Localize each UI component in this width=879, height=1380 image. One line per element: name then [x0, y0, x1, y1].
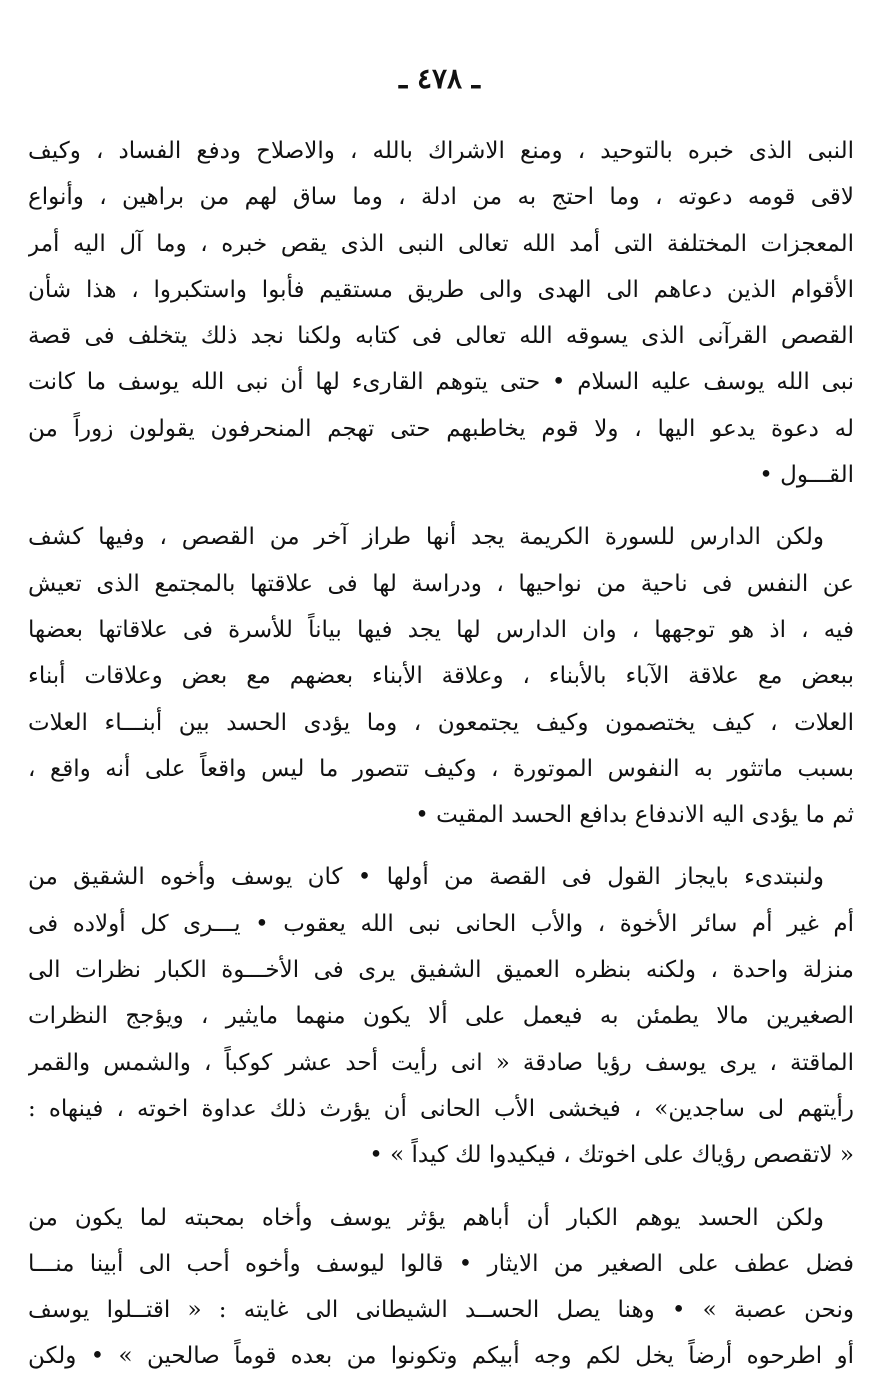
text-line: لاقى قومه دعوته ، وما احتج به من ادلة ، وما ساق لهم من براهين ، وأنواع: [28, 184, 854, 211]
paragraph-4: [28, 1195, 854, 1380]
paragraph-1: [28, 128, 854, 498]
text-line: « لاتقصص رؤياك على اخوتك ، فيكيدوا لك كيداً » •: [369, 1142, 854, 1169]
page-number: ـ ٤٧٨ ـ: [398, 62, 481, 95]
text-line: فيه ، اذ هو توجهها ، وان الدارس لها يجد فيها بياناً للأسرة فى علاقاتها بعضها: [28, 616, 854, 643]
text-line: أو اطرحوه أرضاً يخل لكم وجه أبيكم وتكونوا من بعده قوماً صالحين » • ولكن: [28, 1343, 854, 1370]
text-line: ببعض مع علاقة الآباء بالأبناء ، وعلاقة الأبناء بعضهم مع بعض وعلاقات أبناء: [28, 663, 854, 690]
paragraph-3: [28, 854, 854, 1178]
text-line: ولكن الدارس للسورة الكريمة يجد أنها طراز آخر من القصص ، وفيها كشف: [28, 524, 824, 551]
text-line: القـــول •: [759, 462, 854, 489]
text-line: ولنبتدىء بايجاز القول فى القصة من أولها • كان يوسف وأخوه الشقيق من: [28, 864, 824, 891]
text-body: [28, 128, 854, 1380]
paragraph-2: [28, 514, 854, 838]
text-line: ثم ما يؤدى اليه الاندفاع بدافع الحسد المقيت •: [415, 802, 854, 829]
text-line: أم غير أم سائر الأخوة ، والأب الحانى نبى الله يعقوب • يـــرى كل أولاده فى: [28, 910, 854, 937]
text-line: بسبب ماتثور به النفوس الموتورة ، وكيف تتصور ما ليس واقعاً على أنه واقع ،: [28, 755, 854, 782]
text-line: ولكن الحسد يوهم الكبار أن أباهم يؤثر يوسف وأخاه بمحبته لما يكون من: [28, 1204, 824, 1231]
text-line: ونحن عصبة » • وهنا يصل الحســد الشيطانى الى غايته : « اقتــلوا يوسف: [28, 1297, 854, 1324]
text-line: له دعوة يدعو اليها ، ولا قوم يخاطبهم حتى تهجم المنحرفون يقولون زوراً من: [28, 415, 854, 442]
text-line: الأقوام الذين دعاهم الى الهدى والى طريق مستقيم فأبوا واستكبروا ، هذا شأن: [28, 276, 854, 303]
text-line: رأيتهم لى ساجدين» ، فيخشى الأب الحانى أن يؤرث ذلك عداوة اخوته ، فينهاه :: [28, 1095, 854, 1122]
text-line: النبى الذى خبره بالتوحيد ، ومنع الاشراك بالله ، والاصلاح ودفع الفساد ، وكيف: [28, 138, 854, 164]
text-line: الماقتة ، يرى يوسف رؤيا صادقة « انى رأيت أحد عشر كوكباً ، والشمس والقمر: [28, 1049, 854, 1076]
text-line: نبى الله يوسف عليه السلام • حتى يتوهم القارىء لها أن نبى الله يوسف ما كانت: [28, 369, 854, 396]
text-line: فضل عطف على الصغير من الايثار • قالوا ليوسف وأخوه أحب الى أبينا منـــا: [28, 1250, 854, 1277]
text-line: القصص القرآنى الذى يسوقه الله تعالى فى كتابه ولكنا نجد ذلك يتخلف فى قصة: [28, 323, 854, 350]
text-line: الصغيرين مالا يطمئن به فيعمل على ألا يكون منهما مايثير ، ويؤجج النظرات: [28, 1003, 854, 1030]
text-line: عن النفس فى ناحية من نواحيها ، ودراسة لها فى علاقتها بالمجتمع الذى تعيش: [28, 570, 854, 597]
text-line: العلات ، كيف يختصمون وكيف يجتمعون ، وما يؤدى الحسد بين أبنـــاء العلات: [28, 709, 854, 736]
text-line: منزلة واحدة ، ولكنه بنظره العميق الشفيق يرى فى الأخـــوة الكبار نظرات الى: [28, 957, 854, 984]
text-line: المعجزات المختلفة التى أمد الله تعالى النبى الذى يقص خبره ، وما آل اليه أمر: [28, 230, 854, 257]
